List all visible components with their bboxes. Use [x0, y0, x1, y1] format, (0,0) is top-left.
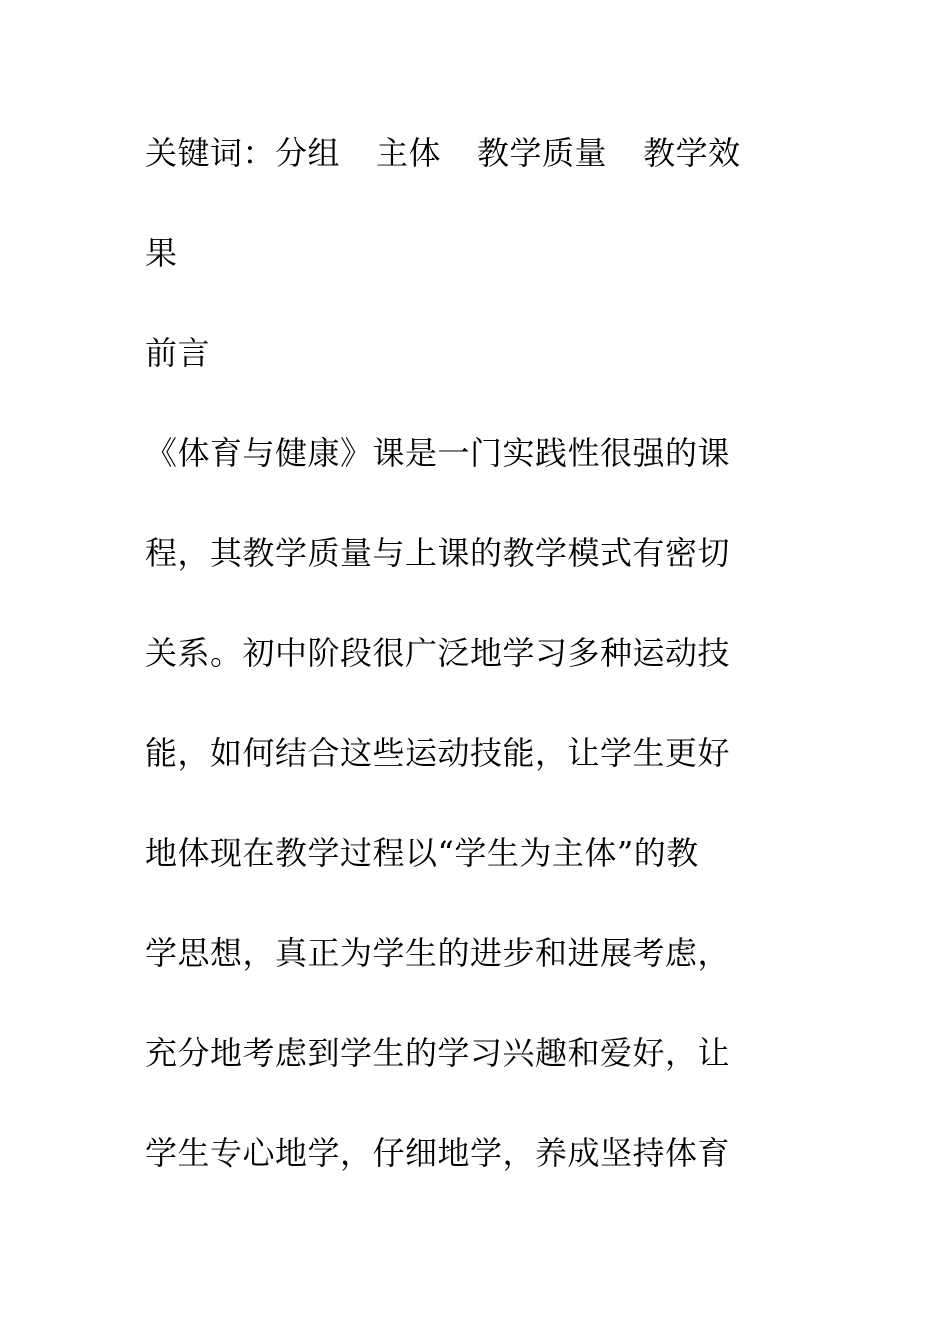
keyword-2: 主体	[376, 134, 442, 172]
paragraph-line: 学思想，真正为学生的进步和进展考虑，	[145, 934, 731, 972]
keyword-4: 教学效	[643, 134, 741, 172]
keywords-label: 关键词：	[145, 134, 276, 172]
keywords-line	[145, 133, 805, 173]
paragraph-line: 《体育与健康》课是一门实践性很强的课	[145, 434, 731, 472]
section-heading: 前言	[145, 334, 211, 372]
keywords-continuation: 果	[145, 234, 178, 272]
paragraph-line: 地体现在教学过程以“学生为主体”的教	[145, 834, 699, 872]
paragraph-line: 关系。初中阶段很广泛地学习多种运动技	[145, 634, 731, 672]
keyword-3: 教学质量	[477, 134, 608, 172]
keyword-1: 分组	[275, 134, 341, 172]
paragraph-line: 能，如何结合这些运动技能，让学生更好	[145, 734, 731, 772]
paragraph-line: 充分地考虑到学生的学习兴趣和爱好，让	[145, 1034, 731, 1072]
paragraph-line: 学生专心地学，仔细地学，养成坚持体育	[145, 1134, 731, 1172]
paragraph-line: 程，其教学质量与上课的教学模式有密切	[145, 534, 731, 572]
